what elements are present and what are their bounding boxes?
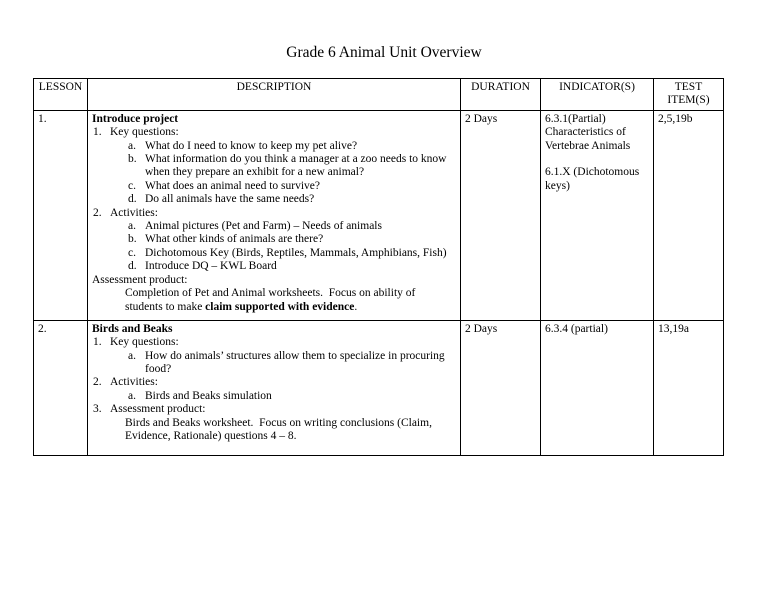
description-line bbox=[128, 260, 456, 273]
list-marker: a. bbox=[128, 139, 136, 152]
text-segment: Do all animals have the same needs? bbox=[145, 193, 315, 206]
description-line bbox=[125, 301, 456, 314]
description-line bbox=[128, 220, 456, 233]
bold-text-segment: claim supported with evidence bbox=[205, 300, 355, 313]
description-line bbox=[128, 390, 456, 403]
description-line bbox=[93, 336, 456, 349]
lesson-cell: 1. bbox=[34, 110, 88, 320]
description-cell bbox=[88, 110, 461, 320]
table-row bbox=[34, 320, 724, 455]
description-line bbox=[125, 430, 456, 443]
text-segment: Key questions: bbox=[110, 126, 179, 139]
description-line bbox=[128, 350, 456, 363]
text-segment: food? bbox=[145, 363, 172, 376]
description-line bbox=[93, 207, 456, 220]
description-line bbox=[128, 180, 456, 193]
description-line bbox=[128, 193, 456, 206]
description-line bbox=[125, 417, 456, 430]
column-header-4: TEST ITEM(S) bbox=[654, 79, 724, 111]
text-segment: Introduce DQ – KWL Board bbox=[145, 260, 277, 273]
text-segment: . bbox=[354, 300, 358, 313]
description-line bbox=[128, 140, 456, 153]
description-line bbox=[92, 113, 456, 126]
indicator-line: Characteristics of bbox=[545, 126, 626, 139]
description-line bbox=[128, 153, 456, 166]
list-marker: d. bbox=[128, 193, 137, 206]
text-segment: Birds and Beaks simulation bbox=[145, 389, 272, 402]
list-marker: b. bbox=[128, 153, 137, 166]
bold-text-segment: Birds and Beaks bbox=[92, 322, 173, 335]
table-header-row bbox=[34, 79, 724, 111]
list-marker: b. bbox=[128, 233, 137, 246]
lesson-cell: 2. bbox=[34, 320, 88, 455]
lesson-overview-table bbox=[33, 78, 724, 456]
description-line bbox=[92, 323, 456, 336]
description-line bbox=[93, 376, 456, 389]
text-segment: Assessment product: bbox=[110, 403, 206, 416]
text-segment: Activities: bbox=[110, 206, 158, 219]
duration-cell: 2 Days bbox=[461, 320, 541, 455]
list-marker: a. bbox=[128, 389, 136, 402]
text-segment: Assessment product: bbox=[92, 273, 188, 286]
list-marker: a. bbox=[128, 220, 136, 233]
list-marker: 2. bbox=[93, 206, 102, 219]
list-marker: 1. bbox=[93, 126, 102, 139]
indicators-cell bbox=[541, 320, 654, 455]
description-line bbox=[128, 247, 456, 260]
list-marker: 3. bbox=[93, 403, 102, 416]
indicator-line: 6.1.X (Dichotomous bbox=[545, 166, 640, 179]
text-segment: Birds and Beaks worksheet. Focus on writing conclusions (Claim, bbox=[125, 416, 432, 429]
list-marker: c. bbox=[128, 179, 136, 192]
text-segment: Evidence, Rationale) questions 4 – 8. bbox=[125, 430, 297, 443]
indicator-line: 6.3.4 (partial) bbox=[545, 322, 608, 335]
description-line bbox=[93, 126, 456, 139]
indicator-line: keys) bbox=[545, 179, 570, 192]
test-items-cell: 2,5,19b bbox=[654, 110, 724, 320]
duration-cell: 2 Days bbox=[461, 110, 541, 320]
text-segment: What do I need to know to keep my pet alive? bbox=[145, 139, 358, 152]
list-marker: c. bbox=[128, 246, 136, 259]
text-segment: How do animals’ structures allow them to specialize in procuring bbox=[145, 349, 445, 362]
table-row bbox=[34, 110, 724, 320]
text-segment: Dichotomous Key (Birds, Reptiles, Mammals, Amphibians, Fish) bbox=[145, 246, 447, 259]
description-line bbox=[125, 287, 456, 300]
text-segment: when they prepare an exhibit for a new animal? bbox=[145, 166, 365, 179]
column-header-0: LESSON bbox=[34, 79, 88, 111]
bold-text-segment: Introduce project bbox=[92, 112, 179, 125]
list-marker: 2. bbox=[93, 376, 102, 389]
indicator-line: 6.3.1(Partial) bbox=[545, 112, 606, 125]
text-segment: What does an animal need to survive? bbox=[145, 179, 320, 192]
indicator-line bbox=[545, 153, 649, 166]
text-segment: Completion of Pet and Animal worksheets. Focus on ability of bbox=[125, 287, 416, 300]
text-segment: Activities: bbox=[110, 376, 158, 389]
text-segment: What information do you think a manager at a zoo needs to know bbox=[145, 153, 447, 166]
description-line bbox=[145, 363, 456, 376]
text-segment: What other kinds of animals are there? bbox=[145, 233, 324, 246]
description-line bbox=[93, 403, 456, 416]
description-cell bbox=[88, 320, 461, 455]
page-title: Grade 6 Animal Unit Overview bbox=[286, 44, 482, 61]
text-segment: Key questions: bbox=[110, 336, 179, 349]
text-segment: students to make bbox=[125, 300, 206, 313]
text-segment: Animal pictures (Pet and Farm) – Needs of animals bbox=[145, 220, 382, 233]
indicators-cell bbox=[541, 110, 654, 320]
test-items-cell: 13,19a bbox=[654, 320, 724, 455]
list-marker: d. bbox=[128, 260, 137, 273]
list-marker: 1. bbox=[93, 336, 102, 349]
indicator-line: Vertebrae Animals bbox=[545, 139, 631, 152]
list-marker: a. bbox=[128, 349, 136, 362]
description-line bbox=[128, 233, 456, 246]
column-header-3: INDICATOR(S) bbox=[541, 79, 654, 111]
description-line bbox=[145, 166, 456, 179]
description-line bbox=[92, 274, 456, 287]
column-header-1: DESCRIPTION bbox=[88, 79, 461, 111]
column-header-2: DURATION bbox=[461, 79, 541, 111]
